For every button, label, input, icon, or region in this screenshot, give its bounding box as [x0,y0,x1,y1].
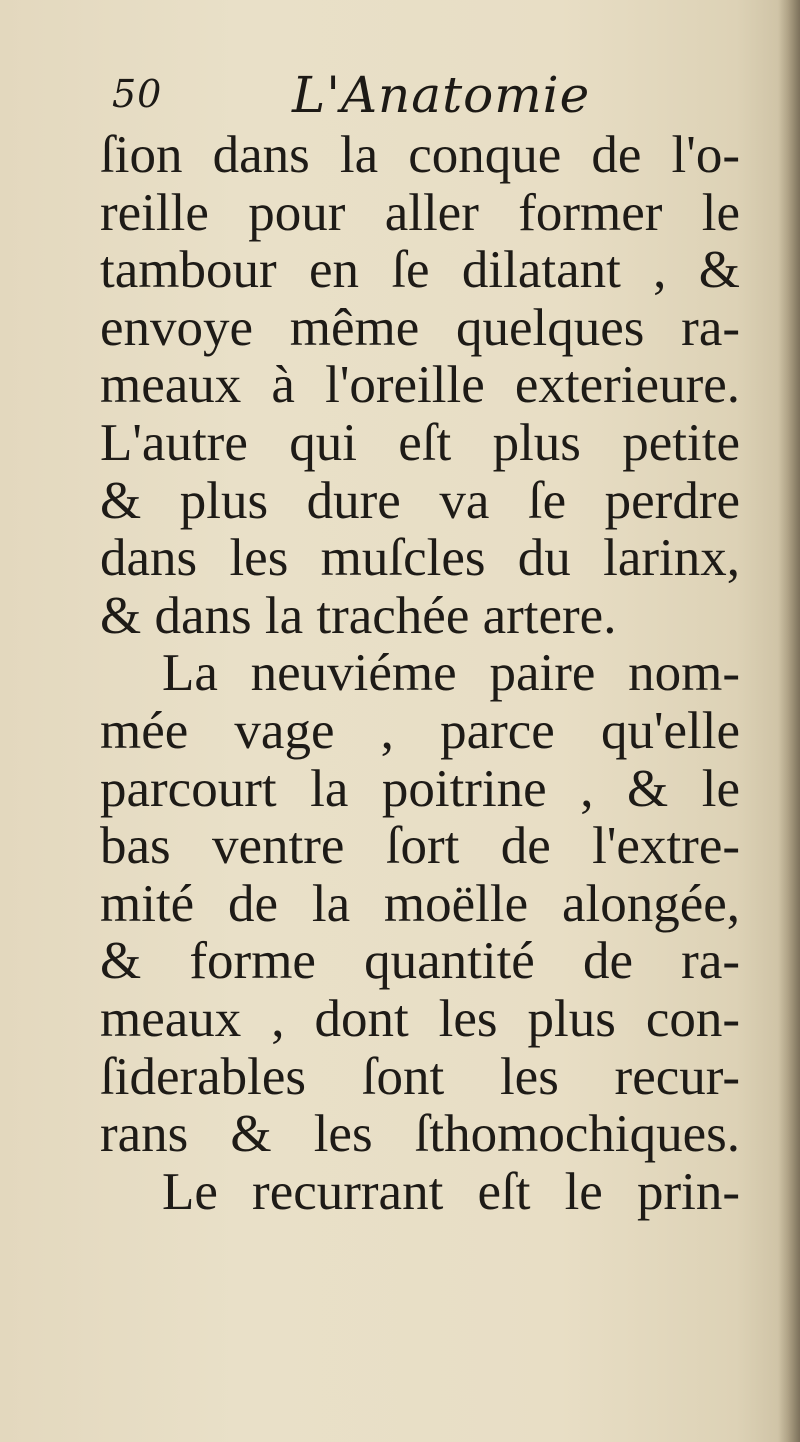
text-line: L'autre qui eſt plus petite [100,413,740,472]
text-line: & dans la trachée artere. [100,586,617,645]
running-head [112,62,632,132]
text-line: bas ventre ſort de l'extre- [100,817,740,876]
text-line: parcourt la poitrine , & le [100,759,740,818]
text-line: ſion dans la conque de l'o- [100,126,740,184]
text-line: dans les muſcles du larinx, [100,529,740,588]
text-line: rans & les ſthomochiques. [100,1105,740,1164]
text-line: envoye même quelques ra- [100,298,740,357]
text-line: & forme quantité de ra- [100,932,740,991]
text-line: & plus dure va ſe perdre [100,471,740,530]
page-gutter-shadow [778,0,800,1442]
paragraph-start-line: La neuviéme paire nom- [162,644,740,703]
text-line: meaux , dont les plus con- [100,989,740,1048]
page-number: 50 [112,72,163,116]
running-title: L'Anatomie [292,66,591,124]
paragraph-start-line: Le recurrant eſt le prin- [162,1162,740,1221]
text-line: reille pour aller former le [100,183,740,242]
text-line: mée vage , parce qu'elle [100,701,740,760]
body-text [100,127,740,1221]
text-line: ſiderables ſont les recur- [100,1047,740,1106]
text-line: mité de la moëlle alongée, [100,874,740,933]
text-line: meaux à l'oreille exterieure. [100,356,740,415]
text-line: tambour en ſe dilatant , & [100,241,740,300]
